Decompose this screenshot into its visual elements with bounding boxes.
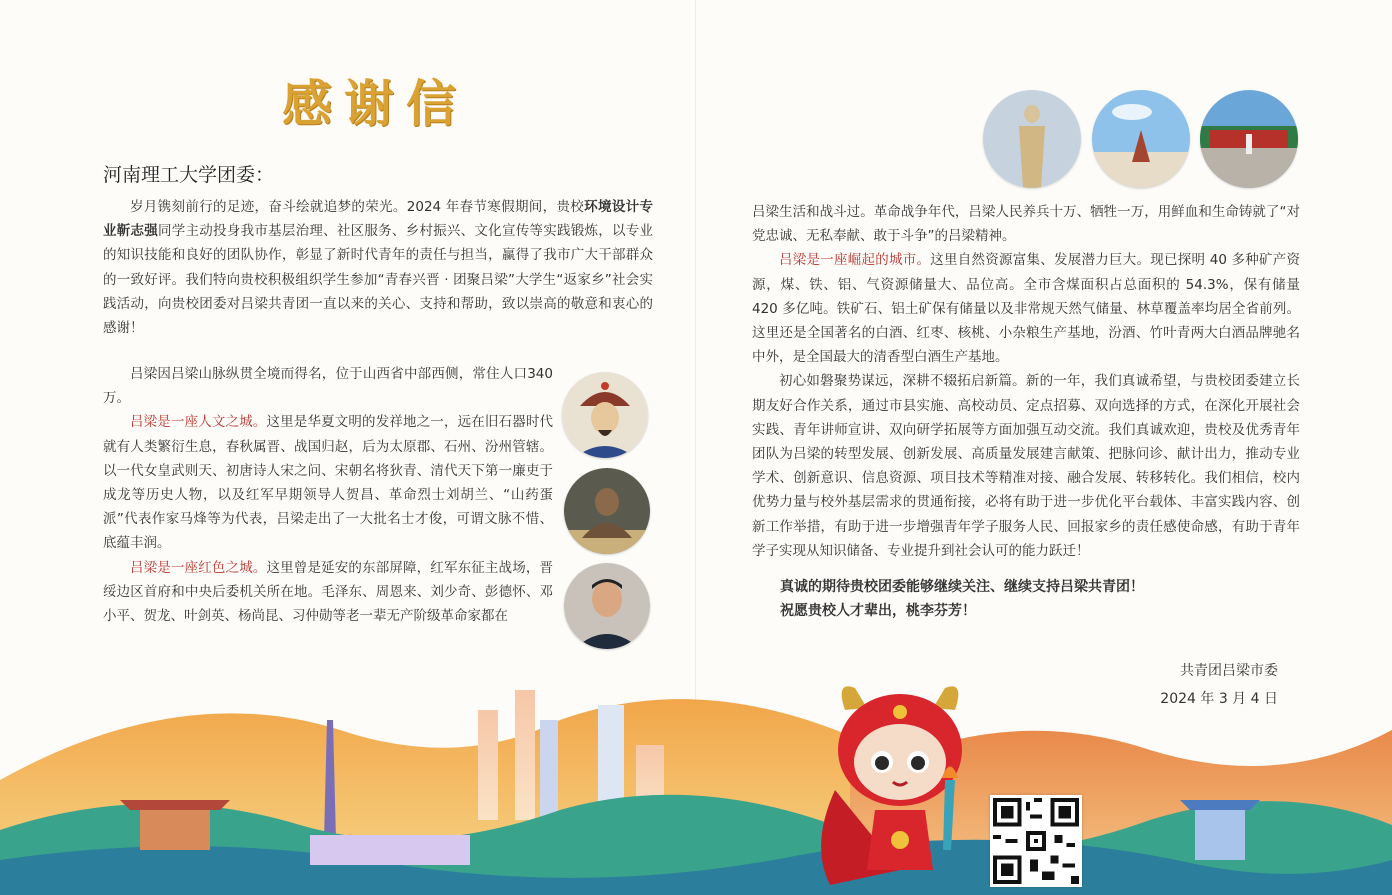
left-body [103,362,553,628]
culture-heading: 吕梁是一座人文之城。 [130,414,267,431]
intro-paragraph [103,195,653,340]
qr-code-image [990,795,1082,887]
paragraph-culture [103,410,553,555]
portrait-writer-image [564,563,650,649]
photo-statue-image [983,90,1081,188]
intro-pre: 岁月镌刻前行的足迹，奋斗绘就追梦的荣光。2024 年春节寒假期间，贵校 [130,199,585,215]
portrait-statue-image [564,468,650,554]
paragraph-rise [752,248,1300,369]
photo-monument-image [1092,90,1190,188]
paragraph-name-origin: 吕梁因吕梁山脉纵贯全境而得名，位于山西省中部西侧，常住人口340 万。 [103,366,553,407]
paragraph-future: 初心如磐聚势谋远，深耕不辍拓启新篇。新的一年，我们真诚希望，与贵校团委建立长期友好合作关系，通过市县实施、高校动员、定点招募、双向选择的方式，在深化开展社会实践、青年讲师宣讲、双向研学拓展等方面加强互动交流。我们真诚欢迎，贵校及优秀青年团队为吕梁的转型发展、创新发展、高质量发展建言献策、把脉问诊、献计出力，推动专业学术、创新意识、信息资源、项目技术等精准对接、融合发展、转移转化。我们相信，校内优势力量与校外基层需求的贯通衔接，必将有助于进一步优化平台载体、丰富实践内容、创新工作举措，有助于进一步增强青年学子服务人民、回报家乡的责任感使命感，有助于青年学子实现从知识储备、专业提升到社会认可的能力跃迁！ [752,373,1300,559]
paragraph-red [103,556,553,629]
intro-post: 同学主动投身我市基层治理、社区服务、乡村振兴、文化宣传等实践锻炼，以专业的知识技能和良好的团队协作，彰显了新时代青年的责任与担当，赢得了我市广大干部群众的一致好评。我们特向贵校积极组织学生参加“青春兴晋 · 团聚吕梁”大学生“返家乡”社会实践活动，向贵校团委对吕梁共青团一直以来的关心、支持和帮助，致以崇高的敬意和衷心的感谢！ [103,223,654,337]
landscape-illustration [0,660,1392,895]
salutation: 河南理工大学团委： [103,164,275,186]
red-continuation: 吕梁生活和战斗过。革命战争年代，吕梁人民养兵十万、牺牲一万，用鲜血和生命铸就了“对党忠诚、无私奉献、敢于斗争”的吕梁精神。 [752,204,1300,245]
red-body: 这里曾是延安的东部屏障，红军东征主战场，晋绥边区首府和中央后委机关所在地。毛泽东、周恩来、刘少奇、彭德怀、邓小平、贺龙、叶剑英、杨尚昆、习仲勋等老一辈无产阶级革命家都在 [103,559,553,625]
photo-memorial-hall-image [1200,90,1298,188]
closing-line-2: 祝愿贵校人才辈出，桃李芬芳！ [780,603,976,620]
right-body [752,200,1300,623]
mascot-image [805,670,995,895]
letter-title: 感谢信 [282,74,468,133]
rise-heading: 吕梁是一座崛起的城市。 [779,252,931,269]
culture-body: 这里是华夏文明的发祥地之一，远在旧石器时代就有人类繁衍生息，春秋属晋、战国归赵，后为太原郡、石州、汾州管辖。以一代女皇武则天、初唐诗人宋之问、宋朝名将狄青、清代天下第一廉吏于成龙等历史人物，以及红军早期领导人贺昌、革命烈士刘胡兰、“山药蛋派”代表作家马烽等为代表，吕梁走出了一大批名士才俊，可谓文脉不惜、底蕴丰润。 [103,414,553,552]
closing-line-1: 真诚的期待贵校团委能够继续关注、继续支持吕梁共青团！ [780,579,1144,596]
rise-body: 这里自然资源富集、发展潜力巨大。现已探明 40 多种矿产资源，煤、铁、铝、气资源储量大、品位高。全市含煤面积占总面积的 54.3%，保有储量 420 多亿吨。铁矿石、铝土矿保有储量以及非常规天然气储量、林草覆盖率均居全省前列。这里还是全国著名的白酒、红枣、核桃、小杂粮生产基地，汾酒、竹叶青两大白酒品牌驰名中外，是全国最大的清香型白酒生产基地。 [752,252,1300,366]
portrait-qing-official-image [562,372,648,458]
red-heading: 吕梁是一座红色之城。 [130,559,267,576]
intro-bold: 环境设计专业靳志强 [103,199,653,240]
signature-org: 共青团吕梁市委 [1180,663,1278,679]
signature-date: 2024 年 3 月 4 日 [1160,691,1278,707]
